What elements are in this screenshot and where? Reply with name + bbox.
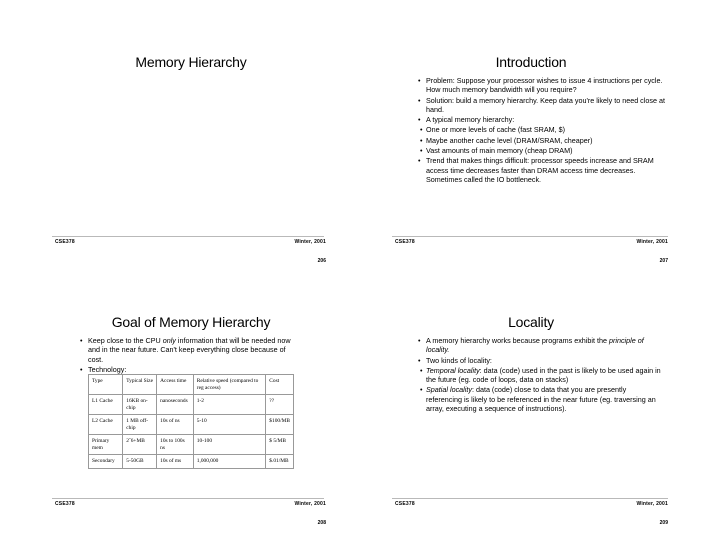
course-label: CSE378 [55,501,75,507]
slide-goal-memory-hierarchy [52,298,330,530]
table-cell: 10s of ns [157,415,194,435]
page-number: 207 [659,258,668,264]
bullet-emphasis: only [162,336,176,345]
table-row [89,395,294,415]
sub-bullet-temporal [420,366,663,385]
table-cell: 1-2 [193,395,266,415]
table-cell: $100/MB [266,415,294,435]
sub-bullet-spatial [420,385,663,413]
slide-title: Goal of Memory Hierarchy [111,314,271,330]
page-number: 209 [659,520,668,526]
bullet-technology: • Technology: [80,365,300,374]
slide-divider [52,236,324,237]
slide-memory-hierarchy [52,38,330,268]
table-cell: 5-10 [193,415,266,435]
bullet-keep-close [80,336,300,364]
table-cell: 10s to 100s ns [157,435,194,455]
table-row [89,415,294,435]
table-header-cell: Cost [266,375,294,395]
course-label: CSE378 [55,239,75,245]
course-label: CSE378 [395,501,415,507]
table-cell: 10s of ms [157,455,194,469]
table-cell: 2ˆ6+MB [123,435,157,455]
bullet-text-pre: Keep close to the CPU [88,336,163,345]
term-label: Winter, 2001 [294,501,326,507]
table-row [89,435,294,455]
course-label: CSE378 [395,239,415,245]
table-row [89,455,294,469]
table-header-row [89,375,294,395]
bullet-solution: • Solution: build a memory hierarchy. Keep data you're likely to need close at hand. [418,96,668,115]
term-label: Winter, 2001 [294,239,326,245]
bullet-typical-hierarchy: • A typical memory hierarchy: [418,115,668,124]
page-number: 208 [317,520,326,526]
table-cell: 10-100 [193,435,266,455]
table-cell: Secondary [89,455,123,469]
term-emphasis: Spatial locality [426,385,472,395]
term-label: Winter, 2001 [636,501,668,507]
slide-introduction [392,38,670,268]
bullet-two-kinds: • Two kinds of locality: [418,356,663,365]
slide-body [418,76,668,185]
slide-title: Locality [508,314,554,330]
sub-bullet-text: : data (code) close to data that you are presently referencing is likely to be referenced in the near future (eg. traversing an array, executing a sequence of instructions). [426,385,656,414]
slide-title: Memory Hierarchy [135,54,247,70]
table-cell: nanoseconds [157,395,194,415]
slide-divider [52,498,324,499]
table-header-cell: Relative speed (compared to reg access) [193,375,266,395]
bullet-text-pre: A memory hierarchy works because programs exhibit the [426,336,609,345]
table-cell: Primary mem [89,435,123,455]
bullet-problem: • Problem: Suppose your processor wishes to issue 4 instructions per cycle. How much memory bandwidth will you require? [418,76,668,95]
memory-technology-table [88,374,294,469]
sub-bullet-cache-level: • Maybe another cache level (DRAM/SRAM, cheaper) [420,136,668,145]
table-cell: 1 MB off-chip [123,415,157,435]
table-header-cell: Type [89,375,123,395]
sub-bullet-cache: • One or more levels of cache (fast SRAM, $) [420,125,668,134]
table-cell: L1 Cache [89,395,123,415]
table-cell: $.01/MB [266,455,294,469]
table-cell: 5-50GB [123,455,157,469]
slide-body [80,336,300,375]
sub-bullet-main-memory: • Vast amounts of main memory (cheap DRAM) [420,146,668,155]
bullet-principle [418,336,663,355]
table-header-cell: Typical Size [123,375,157,395]
slide-divider [392,498,668,499]
table-cell: 1,000,000 [193,455,266,469]
slide-body [418,336,663,414]
table-header-cell: Access time [157,375,194,395]
bullet-emphasis: principle of locality. [426,336,644,355]
table-cell: L2 Cache [89,415,123,435]
bullet-text-post: information that will be needed now and in the near future. Can't keep everything close because of cost. [88,336,291,364]
page-number: 206 [317,258,326,264]
slide-locality [392,298,670,530]
bullet-trend: • Trend that makes things difficult: processor speeds increase and SRAM access time decreases faster than DRAM access time decreases. Sometimes called the IO bottleneck. [418,156,668,184]
slide-title: Introduction [495,54,567,70]
term-emphasis: Temporal locality [426,365,480,375]
term-label: Winter, 2001 [636,239,668,245]
slide-divider [392,236,668,237]
sub-bullet-text: : data (code) used in the past is likely to be used again in the future (eg. code of loops, data on stacks) [426,365,661,385]
table-cell: $ 5/MB [266,435,294,455]
table-cell: 16KB on-chip [123,395,157,415]
table-cell: ?? [266,395,294,415]
